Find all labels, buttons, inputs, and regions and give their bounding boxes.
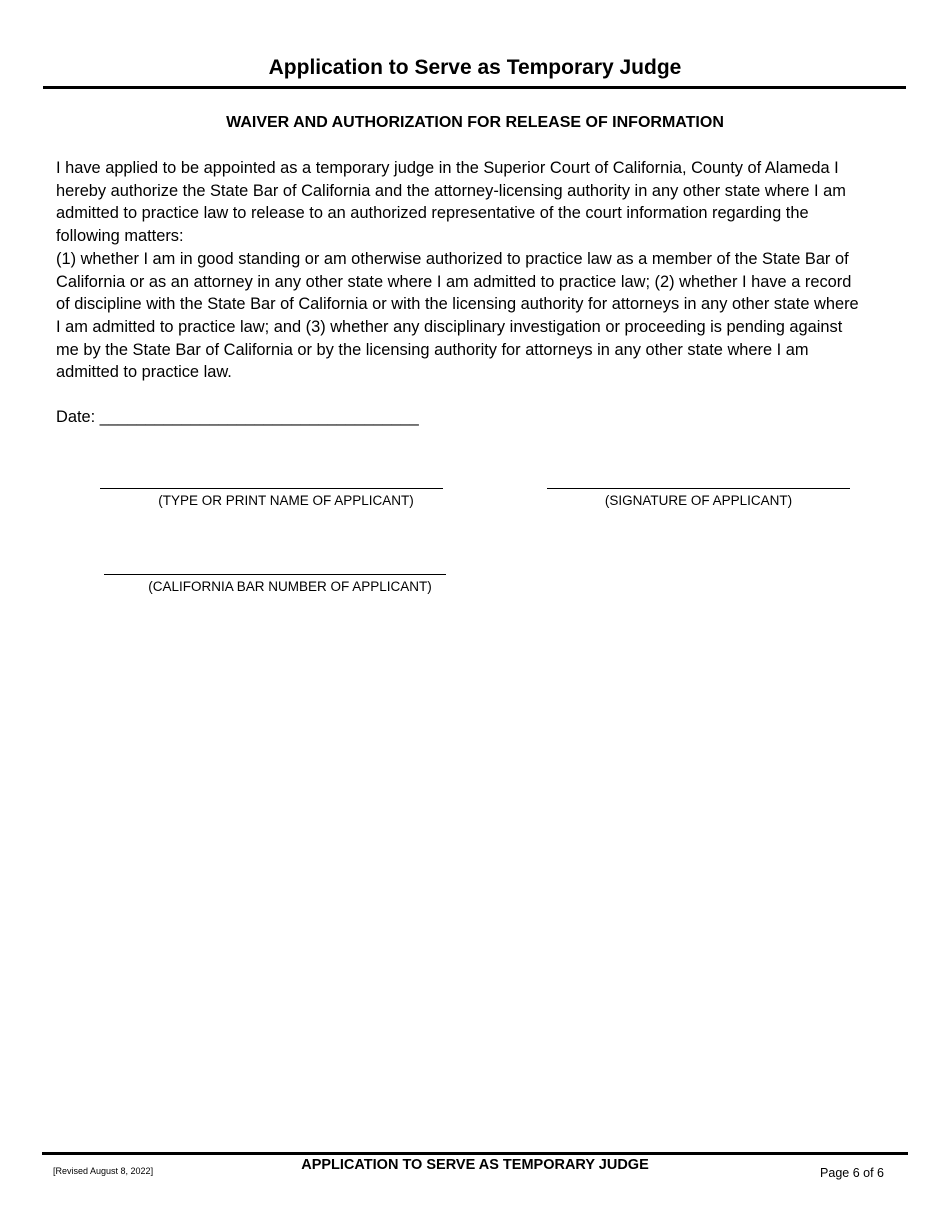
applicant-signature-line[interactable] bbox=[547, 488, 850, 489]
title-divider bbox=[43, 86, 906, 89]
body-line: of discipline with the State Bar of California or with the licensing authority for attorneys in any other state where bbox=[56, 295, 859, 314]
bar-number-line[interactable] bbox=[104, 574, 446, 575]
bar-number-caption: (CALIFORNIA BAR NUMBER OF APPLICANT) bbox=[148, 579, 432, 594]
revision-date: [Revised August 8, 2022] bbox=[53, 1166, 154, 1176]
page-number: Page 6 of 6 bbox=[820, 1166, 884, 1180]
body-line: (1) whether I am in good standing or am otherwise authorized to practice law as a member of the State Bar of bbox=[56, 249, 849, 268]
footer-title: APPLICATION TO SERVE AS TEMPORARY JUDGE bbox=[301, 1157, 649, 1173]
body-line: following matters: bbox=[56, 227, 184, 246]
body-line: hereby authorize the State Bar of California and the attorney-licensing authority in any other state where I am bbox=[56, 181, 846, 200]
date-field[interactable]: Date: ___________________________________ bbox=[56, 408, 419, 426]
footer-divider bbox=[42, 1152, 908, 1155]
applicant-signature-caption: (SIGNATURE OF APPLICANT) bbox=[604, 493, 793, 508]
waiver-body-text bbox=[56, 157, 906, 384]
body-line: I am admitted to practice law; and (3) whether any disciplinary investigation or proceeding is pending against bbox=[56, 317, 843, 336]
page-title: Application to Serve as Temporary Judge bbox=[268, 56, 682, 79]
applicant-name-line[interactable] bbox=[100, 488, 443, 489]
body-line: admitted to practice law. bbox=[56, 363, 232, 382]
body-line: me by the State Bar of California or by the licensing authority for attorneys in any other state where I am bbox=[56, 340, 809, 359]
body-line: I have applied to be appointed as a temporary judge in the Superior Court of California, County of Alameda I bbox=[56, 159, 839, 177]
body-line: admitted to practice law to release to an authorized representative of the court information regarding the bbox=[56, 204, 809, 223]
applicant-name-caption: (TYPE OR PRINT NAME OF APPLICANT) bbox=[158, 493, 414, 508]
body-line: California or as an attorney in any other state where I am admitted to practice law; (2) whether I have a record bbox=[56, 272, 852, 291]
section-heading: WAIVER AND AUTHORIZATION FOR RELEASE OF INFORMATION bbox=[226, 114, 724, 131]
